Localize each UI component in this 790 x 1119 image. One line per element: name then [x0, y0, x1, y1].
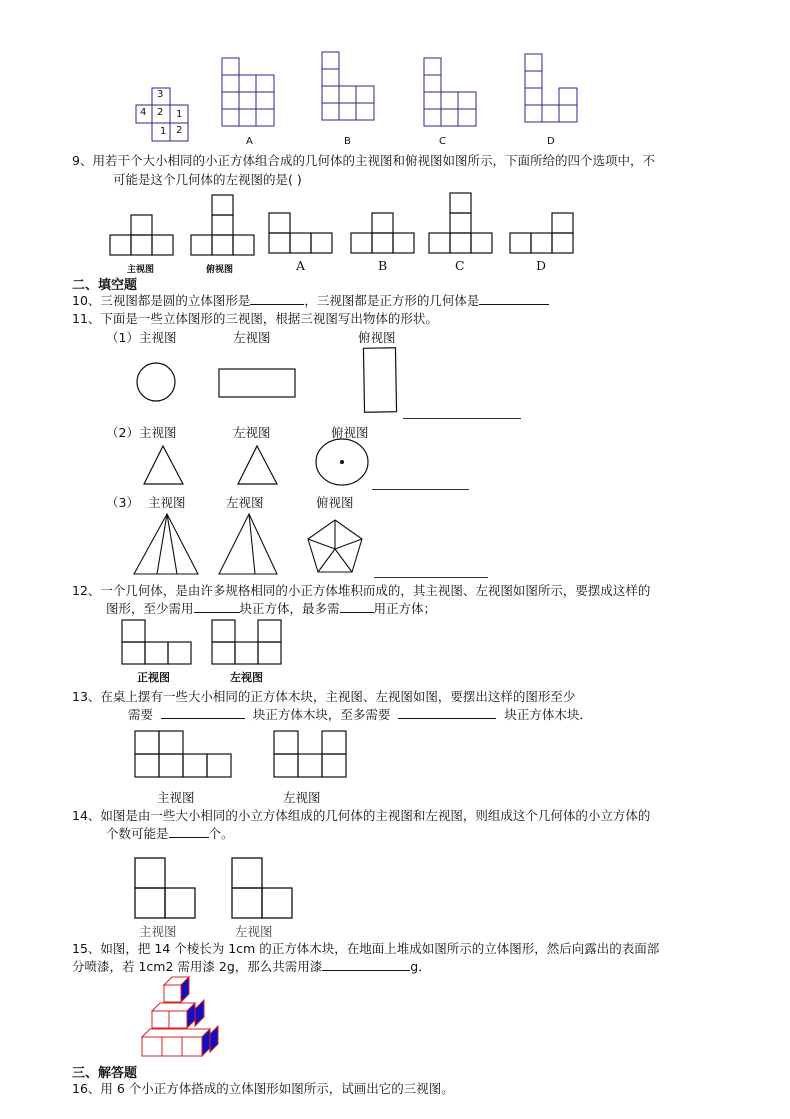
section-fill-in-heading: 二、填空题 — [72, 278, 138, 293]
q13-blank-max[interactable] — [398, 706, 496, 719]
q12-text-b: 块正方体，最多需 — [239, 601, 340, 616]
q9-front-view-label: 主视图 — [127, 265, 155, 275]
q8-option-a-figure — [222, 58, 278, 130]
q12-front-view — [121, 619, 193, 667]
q14-front-view-label: 主视图 — [139, 924, 177, 939]
grid-number: 3 — [157, 89, 164, 100]
q9-option-d-label: D — [536, 258, 547, 273]
q13-left-view-label: 左视图 — [283, 790, 321, 805]
q13-text-c: 块正方体木块． — [504, 707, 592, 722]
q11-row3-pyramid-left — [217, 512, 281, 576]
q13-front-view — [134, 730, 234, 780]
q11-row1-front-label: （1）主视图 — [106, 330, 177, 345]
q9-top-view — [191, 194, 255, 258]
q15-blank[interactable] — [322, 958, 410, 971]
q13-blank-min[interactable] — [161, 706, 245, 719]
q11-row3-index: （3） — [106, 495, 139, 510]
q14-text-b: 个。 — [208, 826, 234, 841]
q9-option-a-figure — [268, 212, 334, 256]
q10-text — [72, 292, 549, 309]
q14-front-view — [134, 857, 198, 921]
q11-row1-rectangle — [218, 368, 298, 400]
q14-line2 — [106, 825, 234, 842]
q15-line1: 15、如图，把 14 个棱长为 1cm 的正方体木块，在地面上堆成如图所示的立体图形，然后向露出的表面部 — [72, 941, 660, 956]
q8-option-a-label: A — [246, 136, 253, 147]
q11-row3-left-label: 左视图 — [226, 495, 264, 510]
q9-option-c-figure — [428, 192, 494, 256]
q11-row2-triangle-left — [236, 444, 280, 486]
q13-front-view-label: 主视图 — [157, 790, 195, 805]
q9-option-b-figure — [350, 212, 416, 256]
q11-row1-left-label: 左视图 — [233, 330, 271, 345]
q12-blank-max[interactable] — [340, 600, 374, 613]
q11-row3-front-label: 主视图 — [148, 495, 186, 510]
q8-option-b-label: B — [344, 136, 351, 147]
q11-row2-triangle-front — [142, 444, 186, 486]
q11-row3-pentagon-top — [306, 518, 366, 576]
q14-blank[interactable] — [169, 825, 209, 838]
section-answer-heading: 三、解答题 — [72, 1066, 138, 1081]
q10-blank-2[interactable] — [479, 292, 549, 305]
q8-option-d-label: D — [547, 136, 555, 147]
q11-row3-answer-blank[interactable] — [374, 577, 488, 578]
q15-text-a: 分喷漆，若 1cm2 需用漆 2g，那么共需用漆 — [72, 959, 323, 974]
q9-option-c-label: C — [455, 258, 465, 273]
q12-line1: 12、一个几何体，是由许多规格相同的小正方体堆积而成的，其主视图、左视图如图所示，要摆成这样的 — [72, 583, 651, 598]
q11-text: 11、下面是一些立体图形的三视图，根据三视图写出物体的形状。 — [72, 311, 438, 326]
q13-left-view — [273, 730, 349, 780]
q12-left-view — [211, 619, 283, 667]
q12-blank-min[interactable] — [194, 600, 240, 613]
q8-option-d-figure — [525, 54, 581, 126]
q12-line2 — [106, 600, 436, 617]
q9-option-a-label: A — [296, 258, 306, 273]
q13-text-a: 需要 — [128, 707, 154, 722]
q11-row1-circle — [136, 362, 178, 404]
q13-text-b: 块正方体木块，至多需要 — [252, 707, 391, 722]
q8-option-c-label: C — [439, 136, 446, 147]
q14-left-view — [231, 857, 295, 921]
q11-row3-top-label: 俯视图 — [316, 495, 354, 510]
q13-line1: 13、在桌上摆有一些大小相同的正方体木块，主视图、左视图如图，要摆出这样的图形至少 — [72, 689, 576, 704]
q11-row1-top-label: 俯视图 — [358, 330, 396, 345]
grid-number: 2 — [157, 107, 164, 118]
q16-text: 16、用 6 个小正方体搭成的立体图形如图所示，试画出它的三视图。 — [72, 1081, 454, 1096]
q11-row2-front-label: （2）主视图 — [106, 425, 177, 440]
q11-row2-answer-blank[interactable] — [372, 489, 469, 490]
q11-row2-left-label: 左视图 — [233, 425, 271, 440]
q14-left-view-label: 左视图 — [235, 924, 273, 939]
q9-line2: 可能是这个几何体的左视图的是( ) — [113, 172, 302, 187]
grid-number: 2 — [176, 125, 183, 136]
q10-part1: 10、三视图都是圆的立体图形是 — [72, 293, 251, 308]
q10-part2: ，三视图都是正方形的几何体是 — [304, 293, 480, 308]
q11-row3-pyramid-front — [132, 512, 202, 576]
q11-row2-top-label: 俯视图 — [331, 425, 369, 440]
q15-line2 — [72, 958, 431, 975]
q11-row1-answer-blank[interactable] — [403, 418, 521, 419]
q9-option-b-label: B — [378, 258, 388, 273]
q9-top-view-label: 俯视图 — [206, 265, 234, 275]
q14-line1: 14、如图是由一些大小相同的小立方体组成的几何体的主视图和左视图，则组成这个几何体的小立方体的 — [72, 808, 651, 823]
grid-number: 1 — [160, 126, 167, 137]
q11-row1-tall-rectangle — [362, 346, 402, 416]
q12-text-a: 图形，至少需用 — [106, 601, 194, 616]
grid-number: 4 — [140, 107, 147, 118]
q9-front-view — [110, 214, 174, 258]
q10-blank-1[interactable] — [250, 292, 304, 305]
q12-front-view-label: 正视图 — [137, 671, 170, 684]
q14-text-a: 个数可能是 — [106, 826, 169, 841]
q15-text-b: g． — [410, 959, 431, 974]
q8-option-b-figure — [322, 52, 378, 124]
grid-number: 1 — [176, 109, 183, 120]
q9-line1: 9、用若干个大小相同的小正方体组合成的几何体的主视图和俯视图如图所示，下面所给的四个选项中，不 — [72, 153, 655, 168]
q15-cube-stack-figure — [140, 972, 230, 1058]
q12-left-view-label: 左视图 — [230, 671, 263, 684]
q13-line2 — [128, 706, 592, 723]
q8-option-c-figure — [424, 58, 480, 130]
q12-text-c: 用正方体； — [373, 601, 437, 616]
q9-option-d-figure — [509, 212, 575, 256]
q11-row2-circle-with-center — [315, 438, 371, 488]
